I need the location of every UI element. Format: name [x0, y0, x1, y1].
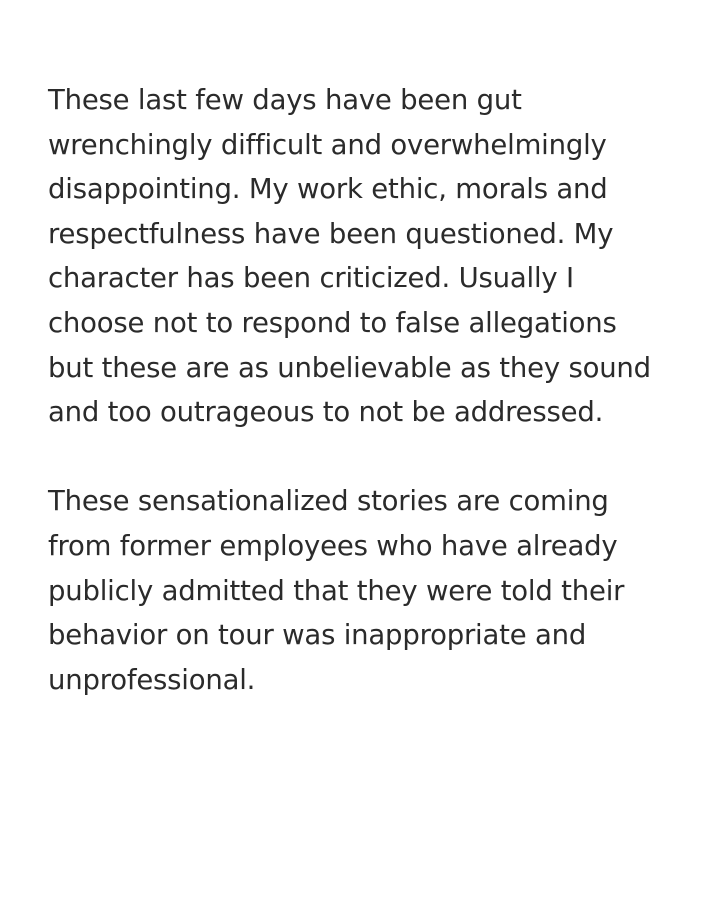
paragraph-1-line-2: wrenchingly difficult and overwhelmingly [48, 128, 607, 161]
paragraph-2-line-2: from former employees who have already [48, 529, 618, 562]
paragraph-1-line-4: respectfulness have been questioned. My [48, 217, 614, 250]
paragraph-2-line-4: behavior on tour was inappropriate and [48, 619, 587, 652]
paragraph-2-line-5: unprofessional. [48, 663, 256, 696]
paragraph-2-line-3: publicly admitted that they were told their [48, 574, 625, 607]
paragraph-1-line-7: but these are as unbelievable as they sound [48, 351, 651, 384]
paragraph-1-line-5: character has been criticized. Usually I [48, 262, 574, 295]
paragraph-1-line-8: and too outrageous to not be addressed. [48, 396, 604, 429]
paragraph-1-line-1: These last few days have been gut [48, 84, 522, 116]
statement-text [48, 78, 688, 702]
statement-paragraph-2 [48, 479, 688, 702]
statement-paragraph-1 [48, 78, 688, 435]
paragraph-2-line-1: These sensationalized stories are coming [48, 485, 609, 518]
paragraph-1-line-6: choose not to respond to false allegations [48, 306, 617, 339]
paragraph-1-line-3: disappointing. My work ethic, morals and [48, 173, 608, 206]
